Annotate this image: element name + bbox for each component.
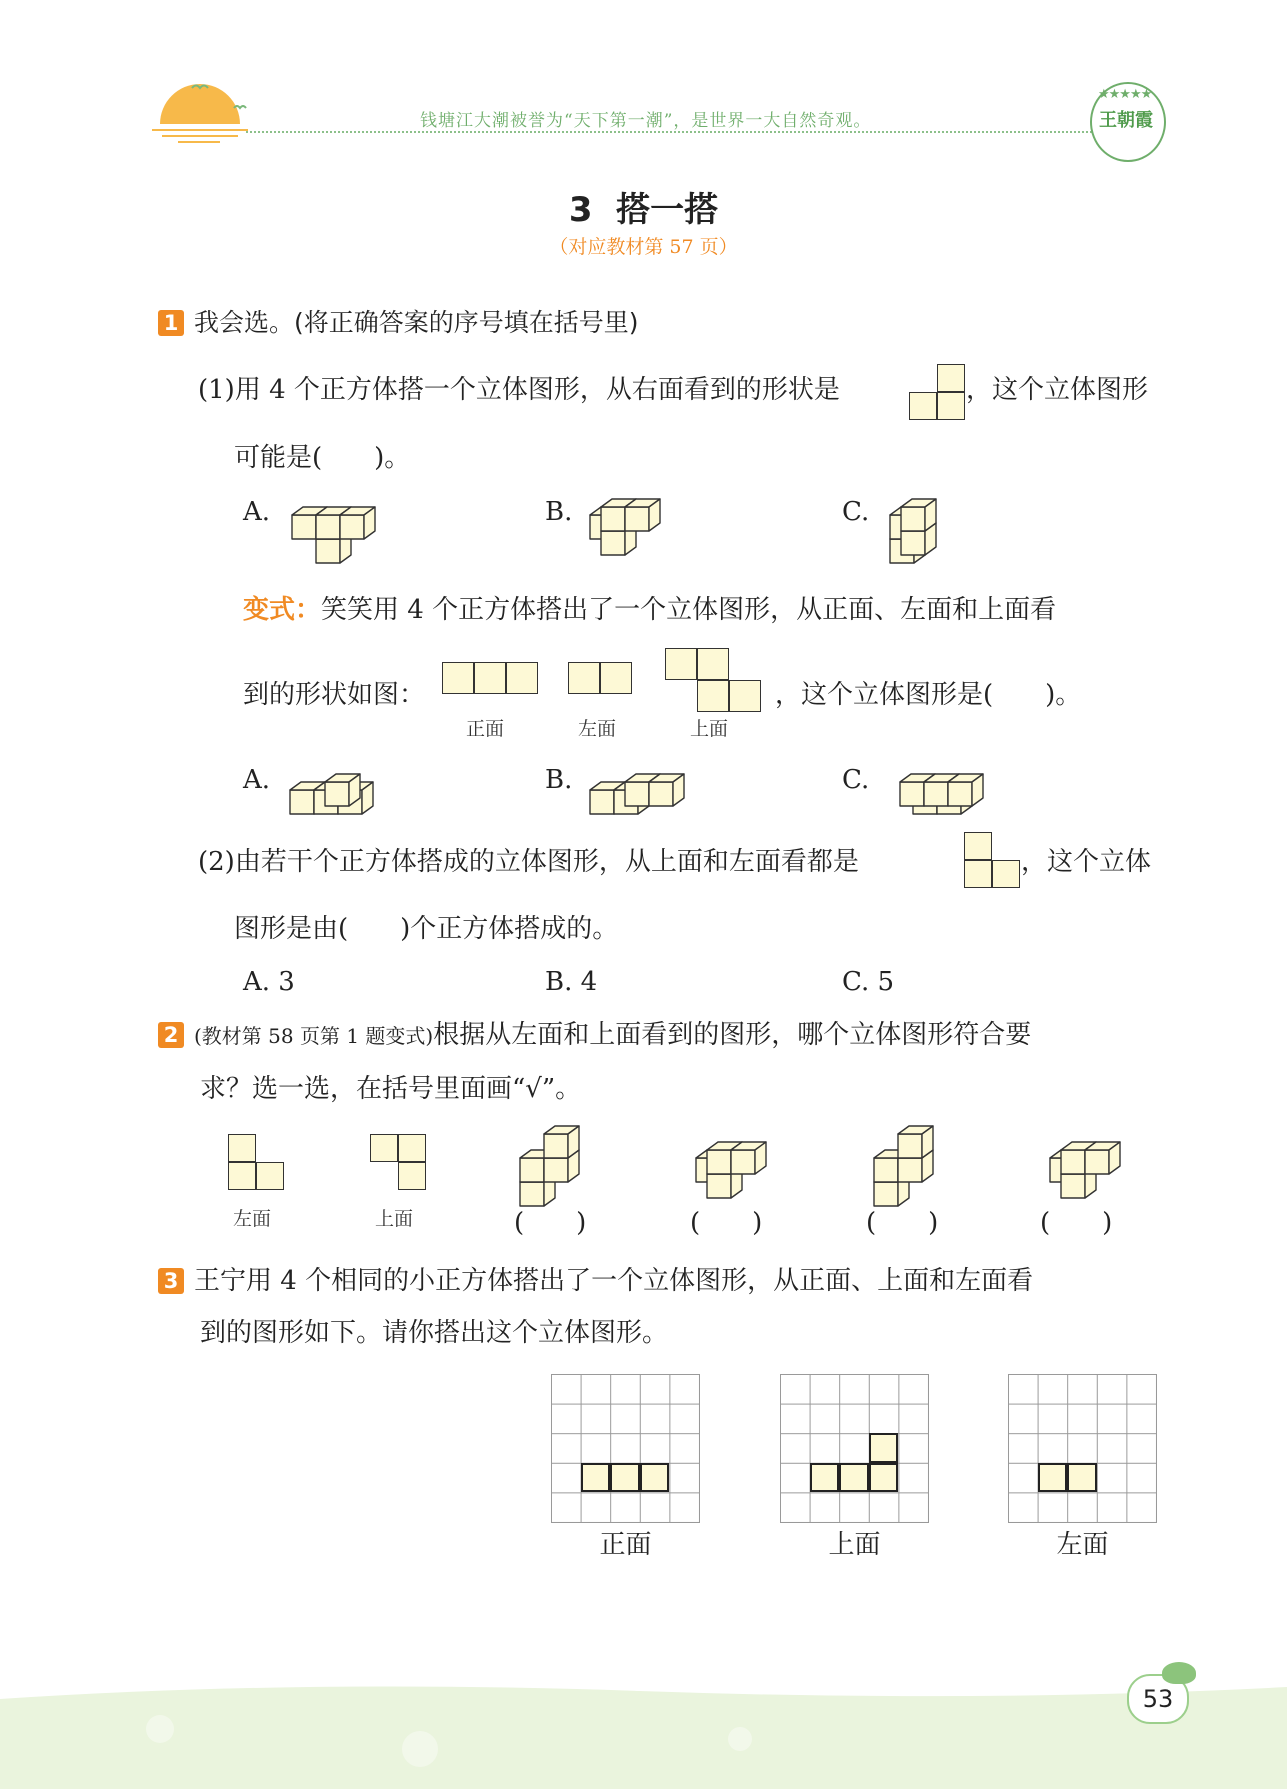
q2-number: 2	[158, 1022, 184, 1048]
q2-source: (教材第 58 页第 1 题变式)	[194, 1024, 434, 1048]
variant-line2-end: ，这个立体图形是( )。	[775, 680, 1082, 710]
q3-grid-front	[551, 1374, 700, 1523]
cube-face	[625, 782, 649, 806]
q3-label-left: 左面	[1056, 1530, 1109, 1560]
variant-option-a: A.	[243, 765, 271, 795]
cube-face	[731, 1150, 755, 1174]
logo-text: 王朝霞	[1099, 110, 1153, 131]
dolphin-icon	[1162, 1662, 1196, 1684]
cube-face	[1061, 1150, 1085, 1174]
q2-bracket-4[interactable]: ( )	[1040, 1208, 1113, 1238]
q2-top-view	[370, 1134, 426, 1190]
cube-face	[590, 790, 614, 814]
q2-left-view	[228, 1134, 284, 1190]
cube-face	[520, 1182, 544, 1206]
right-view-shape	[909, 364, 965, 420]
q1-p1-figure-c	[888, 490, 988, 565]
q1-number: 1	[158, 310, 184, 336]
q1-p1-line1: (1)用 4 个正方体搭一个立体图形，从右面看到的形状是	[198, 375, 840, 405]
variant-line1-text: 笑笑用 4 个正方体搭出了一个立体图形，从正面、左面和上面看	[321, 595, 1057, 625]
q2-figure-3	[872, 1128, 952, 1208]
brand-logo	[1090, 82, 1166, 162]
q1-p1-figure-b	[588, 490, 688, 565]
q2-figure-2	[694, 1128, 784, 1208]
cube-face	[948, 782, 972, 806]
cube-face	[900, 782, 924, 806]
cube-face	[290, 790, 314, 814]
q1-heading	[158, 308, 639, 338]
cube-face	[1061, 1174, 1085, 1198]
variant-top-view	[665, 648, 761, 712]
cube-face	[649, 782, 673, 806]
q2-figure-1	[518, 1128, 598, 1208]
cube-face	[1085, 1150, 1109, 1174]
view-label-left: 左面	[578, 718, 617, 740]
cube-face	[874, 1158, 898, 1182]
cube-face	[544, 1158, 568, 1182]
variant-figure-c	[887, 756, 997, 816]
page-title: 3 搭一搭	[568, 190, 719, 230]
q2-line2: 求？选一选，在括号里面画“√”。	[200, 1074, 582, 1104]
variant-front-view	[442, 662, 538, 694]
cube-face	[625, 507, 649, 531]
variant-option-b: B.	[545, 765, 573, 795]
header	[0, 0, 1287, 170]
q1-p2-line1-end: ，这个立体	[1021, 847, 1152, 877]
cube-face	[901, 507, 925, 531]
variant-label: 变式：	[243, 595, 322, 625]
q2-label-top: 上面	[375, 1208, 414, 1230]
q1-p2-option-a: A. 3	[243, 967, 295, 997]
variant-figure-a	[288, 756, 398, 816]
cube-face	[316, 539, 340, 563]
cube-face	[316, 515, 340, 539]
view-label-top: 上面	[690, 718, 729, 740]
q1-p1-line2: 可能是( )。	[234, 443, 411, 473]
cube-face	[901, 531, 925, 555]
cube-face	[544, 1134, 568, 1158]
q1-p1-option-a: A.	[243, 497, 271, 527]
cube-face	[292, 515, 316, 539]
q2-bracket-3[interactable]: ( )	[866, 1208, 939, 1238]
page-subtitle: （对应教材第 57 页）	[549, 236, 738, 258]
view-label-front: 正面	[466, 718, 505, 740]
q3-line1	[158, 1266, 1033, 1296]
sunset-icon	[148, 78, 268, 158]
q2-line1	[158, 1020, 1031, 1051]
q3-line2: 到的图形如下。请你搭出这个立体图形。	[200, 1318, 669, 1348]
cube-face	[707, 1150, 731, 1174]
q1-p1-line1-end: ，这个立体图形	[966, 375, 1149, 405]
footer-background	[0, 1669, 1287, 1789]
q3-label-front: 正面	[599, 1530, 652, 1560]
q1-p1-option-b: B.	[545, 497, 573, 527]
cube-face	[325, 782, 349, 806]
q1-p2-option-b: B. 4	[545, 967, 598, 997]
variant-left-view	[568, 662, 632, 694]
cube-face	[924, 782, 948, 806]
q1-p2-line1: (2)由若干个正方体搭成的立体图形，从上面和左面看都是	[198, 847, 859, 877]
q1-heading-text: 我会选。(将正确答案的序号填在括号里)	[194, 308, 639, 337]
q2-bracket-1[interactable]: ( )	[514, 1208, 587, 1238]
header-slogan: 钱塘江大潮被誉为“天下第一潮”，是世界一大自然奇观。	[420, 111, 872, 131]
q3-line1-text: 王宁用 4 个相同的小正方体搭出了一个立体图形，从正面、上面和左面看	[194, 1266, 1034, 1296]
q1-p2-option-c: C. 5	[842, 967, 895, 997]
cube-face	[520, 1158, 544, 1182]
q1-p1-figure-a	[290, 490, 390, 565]
q3-number: 3	[158, 1268, 184, 1294]
q3-label-top: 上面	[828, 1530, 881, 1560]
variant-line1	[243, 595, 1056, 625]
cube-face	[601, 531, 625, 555]
variant-line2: 到的形状如图：	[243, 680, 426, 710]
cube-face	[340, 515, 364, 539]
q3-grid-left	[1008, 1374, 1157, 1523]
cube-face	[707, 1174, 731, 1198]
cube-face	[898, 1158, 922, 1182]
q1-p2-line2: 图形是由( )个正方体搭成的。	[234, 914, 619, 944]
q2-label-left: 左面	[233, 1208, 272, 1230]
q3-grid-top	[780, 1374, 929, 1523]
q1-p1-option-c: C.	[842, 497, 870, 527]
variant-figure-b	[588, 756, 698, 816]
cube-face	[898, 1134, 922, 1158]
variant-option-c: C.	[842, 765, 870, 795]
logo-stars: ★★★★★	[1098, 87, 1152, 102]
q2-figure-4	[1048, 1128, 1138, 1208]
cube-face	[601, 507, 625, 531]
q2-line1-text: 根据从左面和上面看到的图形，哪个立体图形符合要	[433, 1020, 1032, 1050]
q2-bracket-2[interactable]: ( )	[690, 1208, 763, 1238]
p2-view-shape	[964, 832, 1020, 888]
cube-face	[874, 1182, 898, 1206]
page-number: 53	[1142, 1685, 1174, 1713]
